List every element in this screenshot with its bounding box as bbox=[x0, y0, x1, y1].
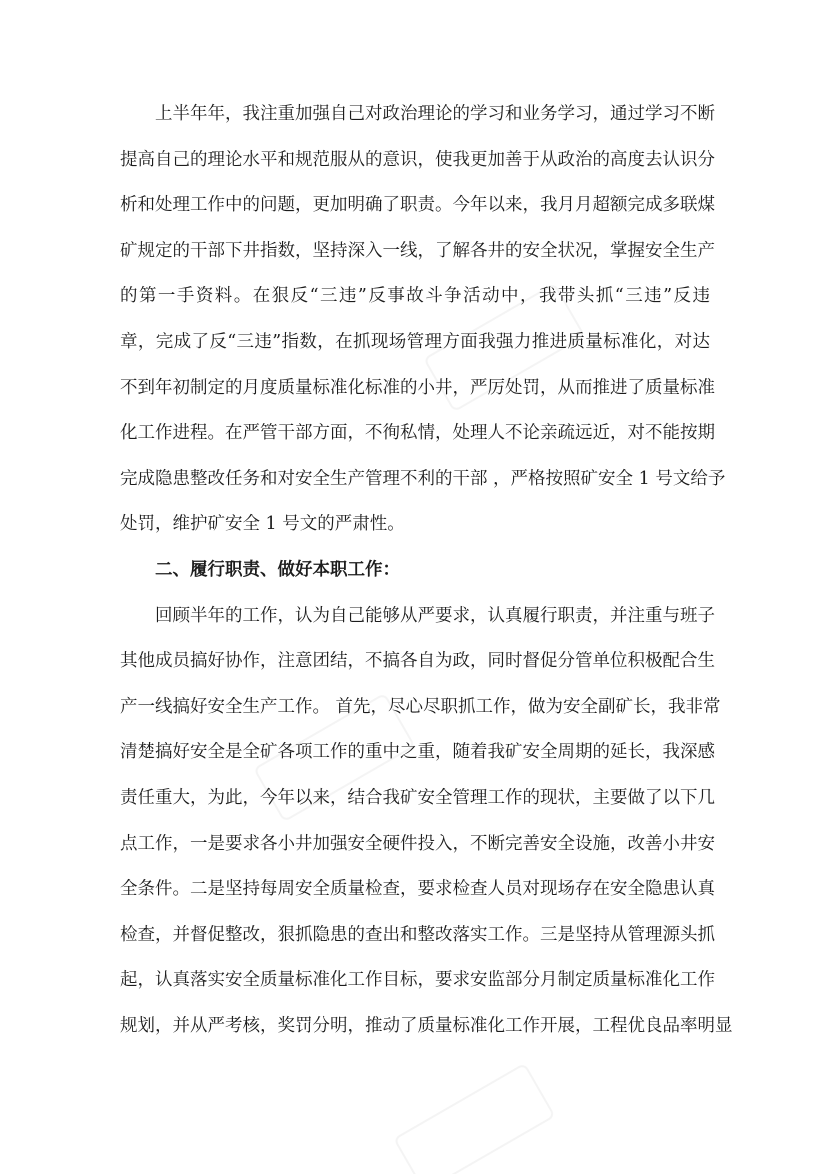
paragraph-2-line-6: 点工作，一是要求各小井加强安全硬件投入，不断完善安全设施，改善小井安 bbox=[120, 833, 715, 854]
document-body bbox=[120, 92, 733, 1049]
paragraph-1-line-8: 化工作进程。在严管干部方面，不徇私情，处理人不论亲疏远近，对不能按期 bbox=[120, 423, 715, 444]
paragraph-1-line-4: 矿规定的干部下井指数，坚持深入一线，了解各井的安全状况，掌握安全生产 bbox=[120, 240, 715, 261]
paragraph-1-line-10: 处罚，维护矿安全 1 号文的严肃性。 bbox=[120, 514, 405, 535]
paragraph-1-line-7: 不到年初制定的月度质量标准化标准的小井，严厉处罚，从而推进了质量标准 bbox=[120, 377, 715, 398]
paragraph-2-line-9: 起，认真落实安全质量标准化工作目标，要求安监部分月制定质量标准化工作 bbox=[120, 970, 715, 991]
paragraph-2-line-4: 清楚搞好安全是全矿各项工作的重中之重，随着我矿安全周期的延长，我深感 bbox=[120, 742, 715, 763]
section-heading: 二、履行职责、做好本职工作： bbox=[155, 559, 400, 580]
paragraph-2-line-8: 检查，并督促整改，狠抓隐患的查出和整改落实工作。三是坚持从管理源头抓 bbox=[120, 924, 715, 945]
paragraph-2-line-3: 产一线搞好安全生产工作。 首先，尽心尽职抓工作，做为安全副矿长，我非常 bbox=[120, 696, 721, 717]
paragraph-1-line-1: 上半年年，我注重加强自己对政治理论的学习和业务学习，通过学习不断 bbox=[155, 104, 715, 124]
paragraph-1-line-3: 析和处理工作中的问题，更加明确了职责。今年以来，我月月超额完成多联煤 bbox=[120, 195, 715, 216]
paragraph-1-line-2: 提高自己的理论水平和规范服从的意识，使我更加善于从政治的高度去认识分 bbox=[120, 149, 715, 170]
paragraph-2-line-1: 回顾半年的工作，认为自己能够从严要求，认真履行职责，并注重与班子 bbox=[155, 605, 715, 626]
paragraph-2-line-5: 责任重大，为此，今年以来，结合我矿安全管理工作的现状，主要做了以下几 bbox=[120, 787, 715, 808]
paragraph-2-line-10: 规划，并从严考核，奖罚分明，推动了质量标准化工作开展，工程优良品率明显 bbox=[120, 1015, 733, 1036]
paragraph-2-line-7: 全条件。二是坚持每周安全质量检查，要求检查人员对现场存在安全隐患认真 bbox=[120, 879, 715, 900]
paragraph-1-line-9: 完成隐患整改任务和对安全生产管理不利的干部 ，严格按照矿安全 1 号文给予 bbox=[120, 468, 726, 489]
paragraph-2-line-2: 其他成员搞好协作，注意团结，不搞各自为政，同时督促分管单位积极配合生 bbox=[120, 651, 715, 672]
paragraph-1-line-5: 的第一手资料。在狠反“三违”反事故斗争活动中，我带头抓“三违”反违 bbox=[120, 286, 710, 307]
paragraph-1-line-6: 章，完成了反“三违”指数，在抓现场管理方面我强力推进质量标准化，对达 bbox=[120, 331, 710, 352]
